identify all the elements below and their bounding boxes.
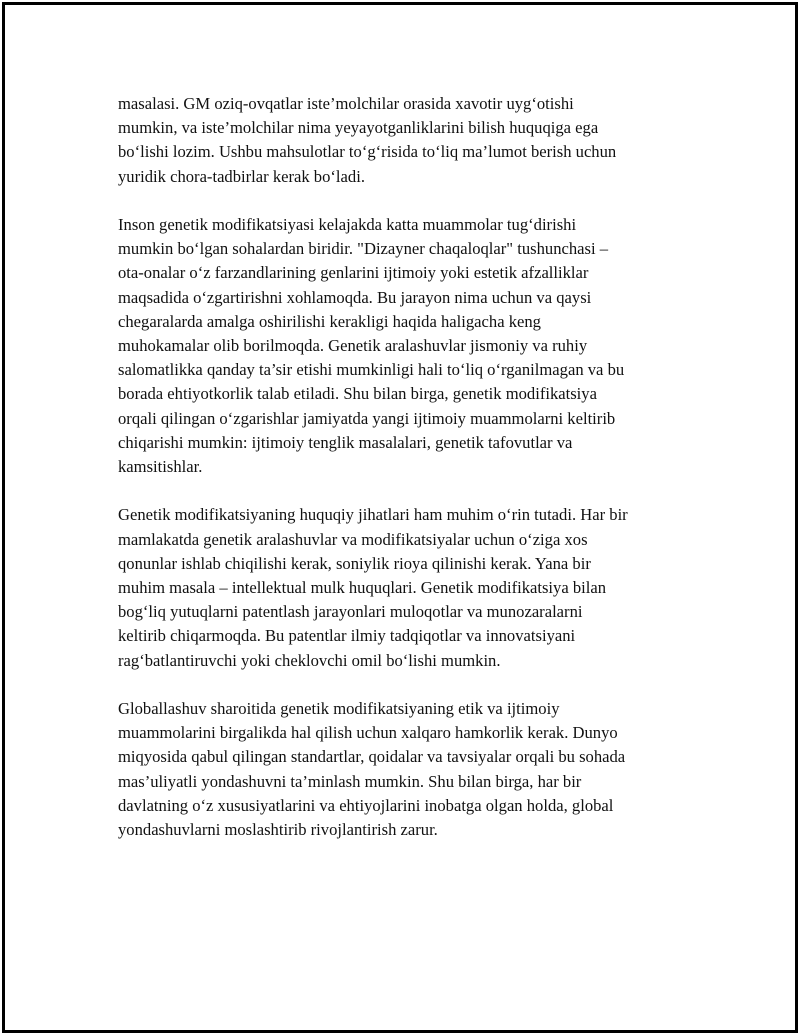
text-line: chiqarishi mumkin: ijtimoiy tenglik masalalari, genetik tafovutlar va [118,432,573,452]
text-line: chegaralarda amalga oshirilishi kerakligi haqida haligacha keng [118,311,541,331]
text-line: rag‘batlantiruvchi yoki cheklovchi omil bo‘lishi mumkin. [118,650,501,670]
text-line: davlatning o‘z xususiyatlarini va ehtiyojlarini inobatga olgan holda, global [118,795,614,815]
text-line: qonunlar ishlab chiqilishi kerak, soniylik rioya qilinishi kerak. Yana bir [118,553,591,573]
text-line: borada ehtiyotkorlik talab etiladi. Shu bilan birga, genetik modifikatsiya [118,384,597,404]
text-line: Genetik modifikatsiyaning huquqiy jihatlari ham muhim o‘rin tutadi. Har bir [118,505,628,525]
text-line: bog‘liq yutuqlarni patentlash jarayonlari muloqotlar va munozaralarni [118,602,583,622]
text-line: muhokamalar olib borilmoqda. Genetik aralashuvlar jismoniy va ruhiy [118,336,588,356]
paragraph [118,213,688,479]
text-line: bo‘lishi lozim. Ushbu mahsulotlar to‘g‘risida to‘liq ma’lumot berish uchun [118,142,617,162]
document-body [118,92,688,866]
text-line: kamsitishlar. [118,457,203,477]
text-line: mas’uliyatli yondashuvni ta’minlash mumkin. Shu bilan birga, har bir [118,771,582,791]
text-line: maqsadida o‘zgartirishni xohlamoqda. Bu jarayon nima uchun va qaysi [118,287,592,307]
text-line: mamlakatda genetik aralashuvlar va modifikatsiyalar uchun o‘ziga xos [118,529,588,549]
paragraph [118,503,688,672]
text-line: mumkin, va iste’molchilar nima yeyayotganliklarini bilish huquqiga ega [118,118,599,138]
text-line: ota-onalar o‘z farzandlarining genlarini ijtimoiy yoki estetik afzalliklar [118,263,589,283]
text-line: orqali qilingan o‘zgarishlar jamiyatda yangi ijtimoiy muammolarni keltirib [118,408,616,428]
text-line: muhim masala – intellektual mulk huquqlari. Genetik modifikatsiya bilan [118,578,607,598]
text-line: mumkin bo‘lgan sohalardan biridir. "Dizayner chaqaloqlar" tushunchasi – [118,239,609,259]
paragraph [118,92,688,189]
text-line: muammolarini birgalikda hal qilish uchun xalqaro hamkorlik kerak. Dunyo [118,723,618,743]
paragraph [118,697,688,842]
text-line: Inson genetik modifikatsiyasi kelajakda katta muammolar tug‘dirishi [118,215,577,234]
text-line: masalasi. GM oziq-ovqatlar iste’molchilar orasida xavotir uyg‘otishi [118,94,574,113]
text-line: yondashuvlarni moslashtirib rivojlantirish zarur. [118,820,438,840]
text-line: Globallashuv sharoitida genetik modifikatsiyaning etik va ijtimoiy [118,699,560,719]
text-line: salomatlikka qanday ta’sir etishi mumkinligi hali to‘liq o‘rganilmagan va bu [118,360,625,380]
text-line: keltirib chiqarmoqda. Bu patentlar ilmiy tadqiqotlar va innovatsiyani [118,626,576,646]
text-line: miqyosida qabul qilingan standartlar, qoidalar va tavsiyalar orqali bu sohada [118,747,626,767]
text-line: yuridik chora-tadbirlar kerak bo‘ladi. [118,166,365,186]
